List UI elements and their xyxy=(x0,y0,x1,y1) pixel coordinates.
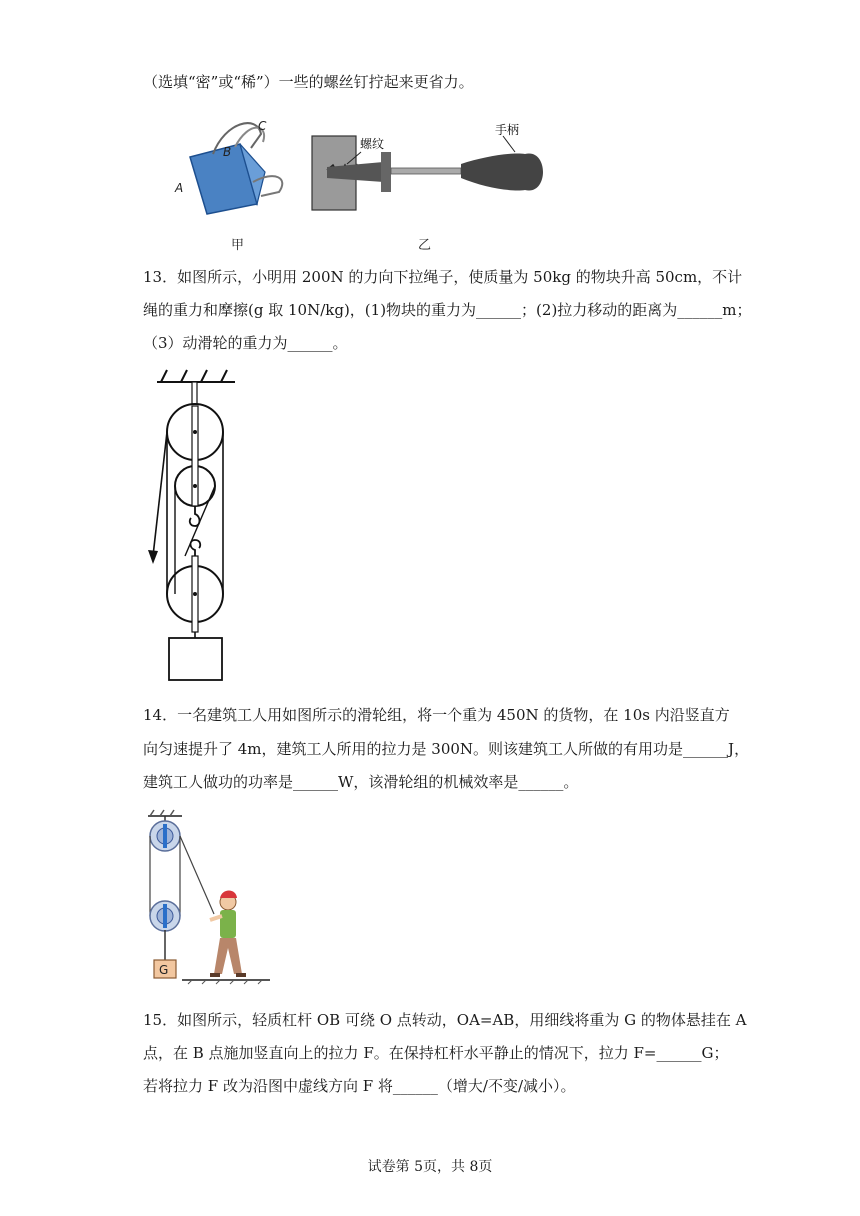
question-15-line-2: 点，在 B 点施加竖直向上的拉力 F。在保持杠杆水平静止的情况下，拉力 F=______G； xyxy=(143,1044,729,1062)
figure-12-caption-right: 乙 xyxy=(418,238,432,253)
screwdriver-image xyxy=(312,122,543,210)
question-13-line-1: 13．如图所示，小明用 200N 的力向下拉绳子，使质量为 50kg 的物块升高 50cm，不计 xyxy=(143,268,743,286)
screwdriver-handle-label: 手柄 xyxy=(495,123,520,137)
figure-12 xyxy=(165,112,585,252)
question-15-line-1: 15．如图所示，轻质杠杆 OB 可绕 O 点转动，OA=AB，用细线将重为 G 的物体悬挂在 A xyxy=(143,1011,747,1029)
clip-label-a: A xyxy=(175,181,184,195)
binder-clip-image xyxy=(174,119,282,214)
figure-13-pulley-system xyxy=(145,366,245,686)
figure-14-worker-pulley xyxy=(140,808,280,988)
worker-figure xyxy=(210,891,246,978)
question-14-line-2: 向匀速提升了 4m，建筑工人所用的拉力是 300N。则该建筑工人所做的有用功是______J， xyxy=(143,740,750,758)
question-12-tail: （选填“密”或“稀”）一些的螺丝钉拧起来更省力。 xyxy=(143,73,474,91)
question-15-line-3: 若将拉力 F 改为沿图中虚线方向 F 将______（增大/不变/减小）。 xyxy=(143,1077,576,1095)
page-footer: 试卷第 5页，共 8页 xyxy=(367,1159,493,1175)
question-13-line-3: （3）动滑轮的重力为______。 xyxy=(143,334,348,352)
figure-12-caption-left: 甲 xyxy=(231,238,245,253)
clip-label-c: C xyxy=(258,119,267,133)
clip-label-b: B xyxy=(223,145,232,159)
load-weight-label: G xyxy=(159,963,169,977)
screw-thread-label: 螺纹 xyxy=(360,137,385,151)
question-14-line-3: 建筑工人做功的功率是______W，该滑轮组的机械效率是______。 xyxy=(143,773,579,791)
question-14-line-1: 14．一名建筑工人用如图所示的滑轮组，将一个重为 450N 的货物，在 10s 内沿竖直方 xyxy=(143,706,730,724)
question-13-line-2: 绳的重力和摩擦(g 取 10N/kg)，(1)物块的重力为______；(2)拉力移动的距离为______m； xyxy=(143,301,752,319)
